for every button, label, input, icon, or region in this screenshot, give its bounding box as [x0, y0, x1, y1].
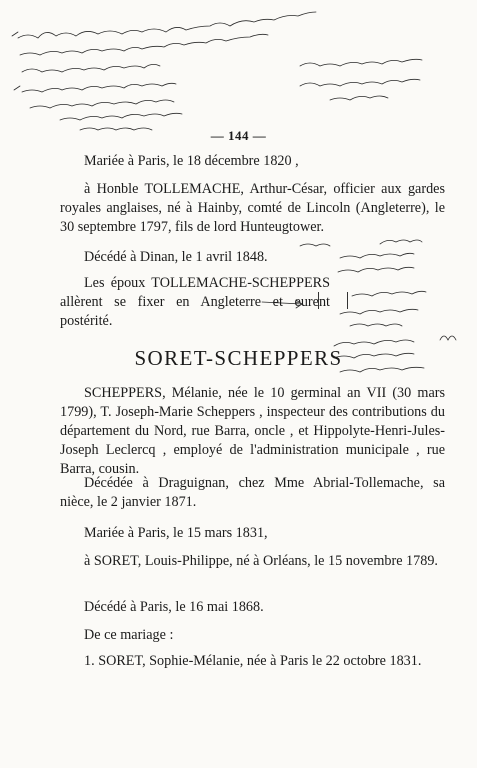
- spouse-2-paragraph: à SORET, Louis-Philippe, né à Orléans, le 15 novembre 1789.: [84, 553, 438, 569]
- section-heading: SORET-SCHEPPERS: [134, 346, 343, 370]
- handwritten-bracket: [318, 292, 348, 309]
- page-number: — 144 —: [210, 128, 267, 143]
- children-intro: De ce mariage :: [84, 627, 174, 643]
- marriage-paragraph: Mariée à Paris, le 18 décembre 1820 ,: [84, 153, 299, 169]
- couple-note-paragraph: Les époux TOLLEMACHE-SCHEPPERS allèrent se fixer en Angleterre et eurent postérité.: [60, 275, 330, 329]
- child-entry: 1. SORET, Sophie-Mélanie, née à Paris le 22 octobre 1831.: [84, 653, 422, 669]
- spouse-death-paragraph: Décédé à Paris, le 16 mai 1868.: [84, 599, 264, 615]
- marriage-2-paragraph: Mariée à Paris, le 15 mars 1831,: [84, 525, 268, 541]
- person-death-paragraph: Décédée à Draguignan, chez Mme Abrial-Tollemache, sa nièce, le 2 janvier 1871.: [60, 475, 445, 510]
- death-paragraph: Décédé à Dinan, le 1 avril 1848.: [84, 249, 268, 265]
- spouse-paragraph: à Honble TOLLEMACHE, Arthur-César, officier aux gardes royales anglaises, né à Hainby, comté de Lincoln (Angleterre), le 30 septembre 1797, fils de lord Hunteugtower.: [60, 181, 445, 235]
- person-paragraph: SCHEPPERS, Mélanie, née le 10 germinal an VII (30 mars 1799), T. Joseph-Marie Scheppers , inspecteur des contributions du département du Nord, rue Barra, oncle , et Hippolyte-Henri-Jules-Joseph Leclercq , employé de l'administration municipale , rue Barra, cousin.: [60, 385, 445, 477]
